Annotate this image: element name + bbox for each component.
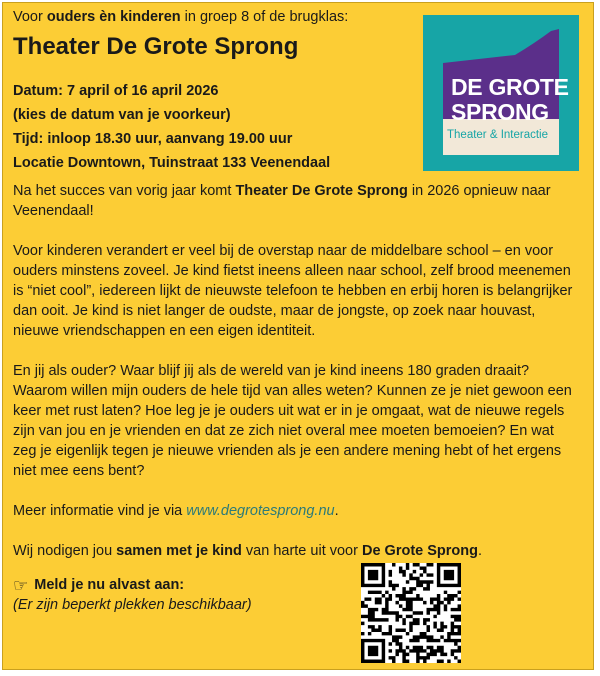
p5-bold1: samen met je kind [116, 543, 242, 559]
intro-audience: ouders èn kinderen [46, 9, 181, 25]
p1-prefix: Na het succes van vorig jaar komt [13, 183, 236, 199]
p5-prefix: Wij nodigen jou [13, 543, 117, 559]
p1-bold: Theater De Grote Sprong [235, 183, 408, 199]
event-time: Tijd: inloop 18.30 uur, aanvang 19.00 uur [13, 131, 293, 147]
body-text [13, 181, 579, 581]
paragraph-intro [13, 181, 579, 221]
paragraph-more-info [13, 501, 579, 521]
event-date: Datum: 7 april of 16 april 2026 [13, 83, 219, 99]
signup-note: (Er zijn beperkt plekken beschikbaar) [13, 597, 252, 613]
p5-suffix: . [478, 543, 483, 559]
page-title: Theater De Grote Sprong [13, 33, 299, 60]
pointing-hand-icon: ☞ [13, 575, 29, 595]
signup-section [13, 575, 252, 615]
logo-subtitle: Theater & Interactie [447, 129, 548, 141]
p5-middle: van harte uit voor [241, 543, 362, 559]
intro-suffix: in groep 8 of de brugklas: [180, 9, 349, 25]
paragraph-invitation [13, 541, 579, 561]
qr-code[interactable] [361, 563, 461, 663]
website-link[interactable]: www.degrotesprong.nu [186, 503, 335, 519]
logo-text [451, 75, 569, 125]
qr-modules [361, 563, 461, 663]
event-details [13, 79, 330, 175]
paragraph-questions: En jij als ouder? Waar blijf jij als de wereld van je kind ineens 180 graden draait? Waarom willen mijn ouders de hele tijd van alles weten? Kunnen ze je niet gewoon een keer met rust laten? Hoe leg je je ouders uit wat er in je omgaat, wat de nieuwe regels zijn van jou en je vrienden en dat ze zich niet overal mee moeten bemoeien? En wat zeg je eigenlijk tegen je nieuwe vrienden als je een andere mening hebt of het ergens niet mee eens bent? [13, 363, 572, 479]
event-date-note: (kies de datum van je voorkeur) [13, 107, 231, 123]
p4-suffix: . [334, 503, 339, 519]
signup-heading [13, 575, 252, 595]
signup-heading-text: Meld je nu alvast aan: [34, 577, 185, 593]
p4-prefix: Meer informatie vind je via [13, 503, 187, 519]
p5-bold2: De Grote Sprong [361, 543, 478, 559]
p1-suffix: in 2026 opnieuw naar Veenendaal! [13, 183, 551, 219]
event-location: Locatie Downtown, Tuinstraat 133 Veenendaal [13, 155, 331, 171]
paragraph-transition: Voor kinderen verandert er veel bij de overstap naar de middelbare school – en voor ouders minstens zoveel. Je kind fietst ineens alleen naar school, zelf brood meenemen is “niet cool”, iedereen lijkt de nieuwste telefoon te hebben en erbij horen is belangrijker dan ooit. Je kind is niet langer de oudste, maar de jongste, op zoek naar houvast, nieuwe vriendschappen en een eigen identiteit. [13, 243, 573, 339]
logo-line2: SPRONG [451, 99, 549, 125]
intro-prefix: Voor [13, 9, 47, 25]
flyer [2, 2, 594, 670]
intro-line [13, 9, 348, 25]
logo-line1: DE GROTE [451, 74, 569, 100]
qr-code-graphic [361, 563, 461, 663]
logo [423, 15, 579, 171]
